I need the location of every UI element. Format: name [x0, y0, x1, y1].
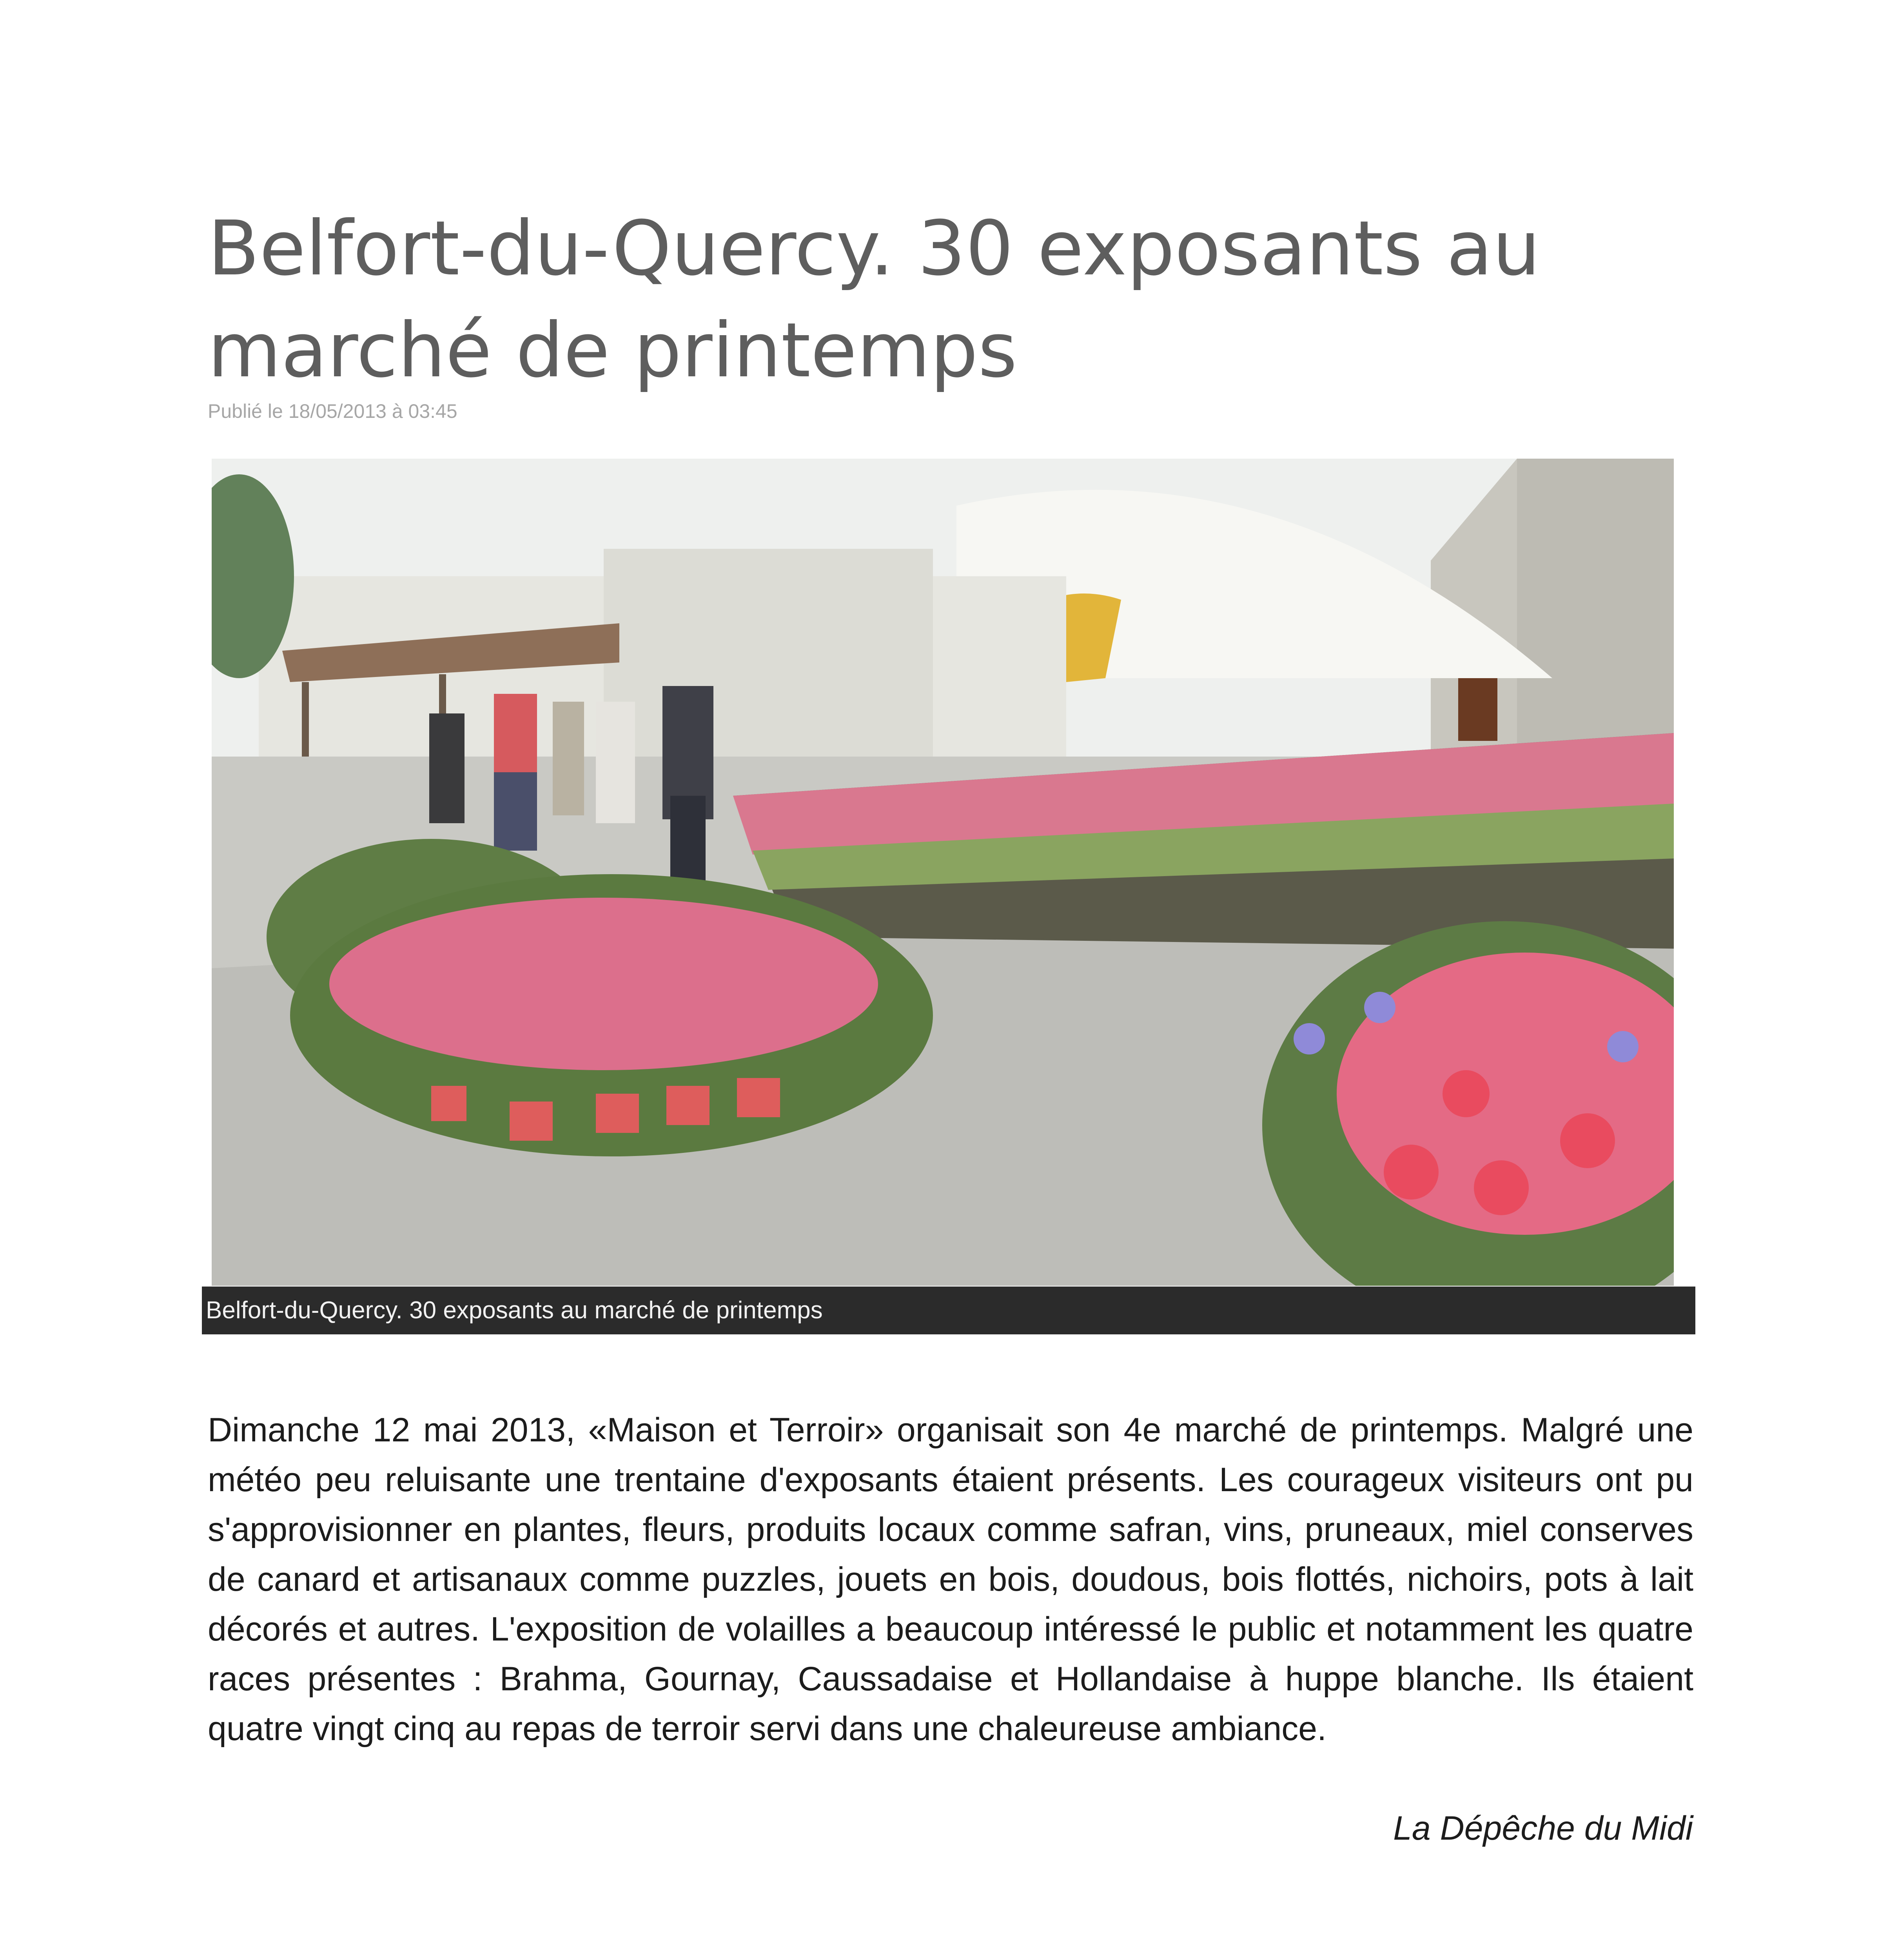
- market-photo-illustration: [212, 459, 1674, 1286]
- article-title: Belfort-du-Quercy. 30 exposants au marché de printemps: [208, 205, 1541, 394]
- market-photo: [212, 459, 1674, 1286]
- article-source: La Dépêche du Midi: [1393, 1809, 1693, 1847]
- photo-caption: Belfort-du-Quercy. 30 exposants au marché de printemps: [202, 1287, 1695, 1334]
- publication-date: Publié le 18/05/2013 à 03:45: [208, 400, 457, 422]
- article-body: Dimanche 12 mai 2013, «Maison et Terroir» organisait son 4e marché de printemps. Malgré une météo peu reluisante une trentaine d'exposants étaient présents. Les courageux visiteurs ont pu s'approvisionner en plantes, fleurs, produits locaux comme safran, vins, pruneaux, miel conserves de canard et artisanaux comme puzzles, jouets en bois, doudous, bois flottés, nichoirs, pots à lait décorés et autres. L'exposition de volailles a beaucoup intéressé le public et notamment les quatre races présentes : Brahma, Gournay, Caussadaise et Hollandaise à huppe blanche. Ils étaient quatre vingt cinq au repas de terroir servi dans une chaleureuse ambiance.: [208, 1411, 1693, 1748]
